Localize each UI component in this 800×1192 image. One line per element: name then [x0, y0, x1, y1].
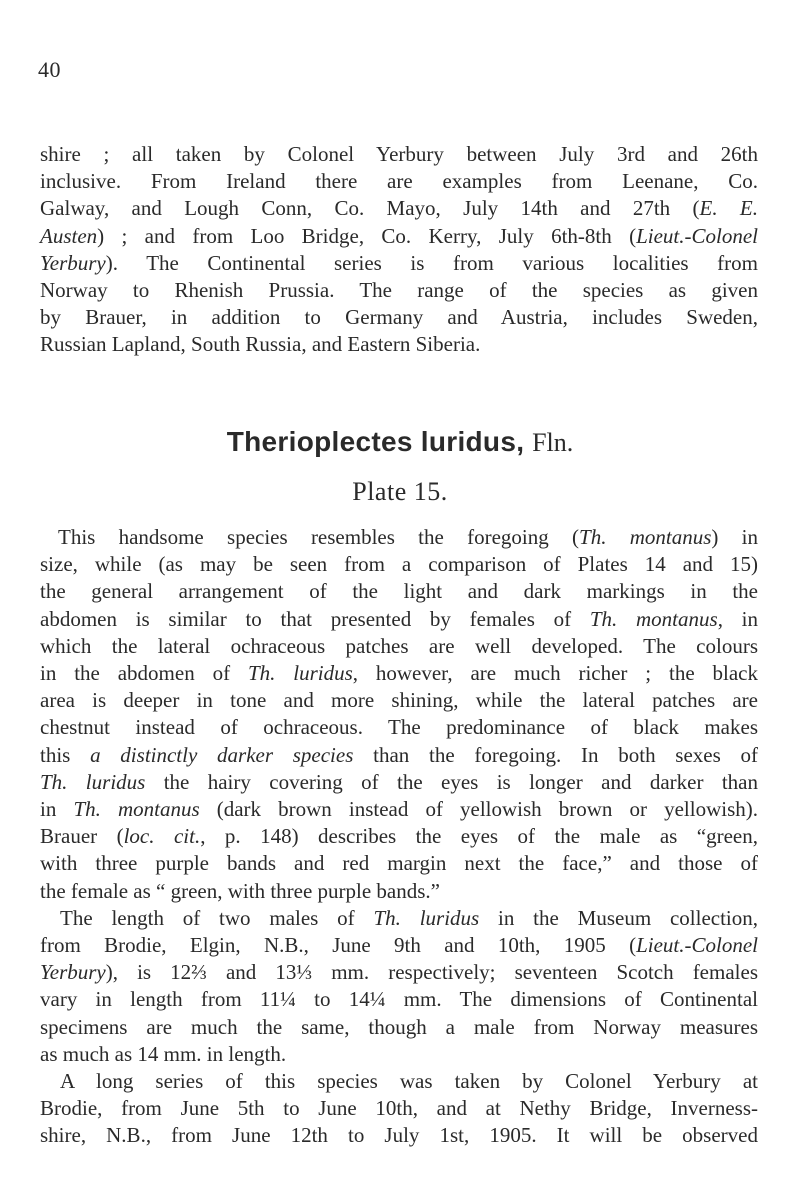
text-line: with three purple bands and red margin next the face,” and those of	[40, 851, 758, 876]
text-line: This handsome species resembles the foregoing (Th. montanus) in	[58, 525, 758, 549]
species-reference: Th. luridus	[40, 769, 146, 794]
paragraph-continued	[40, 141, 758, 359]
emphasis: a distinctly darker species	[90, 742, 354, 767]
text-line: A long series of this species was taken by Colonel Yerbury at	[60, 1069, 758, 1094]
text-line: in Th. montanus (dark brown instead of yellowish brown or yellowish).	[40, 797, 759, 822]
text-line: the female as “ green, with three purple bands.”	[40, 878, 440, 903]
text-line: Austen) ; and from Loo Bridge, Co. Kerry, July 6th-8th (Lieut.-Colonel	[40, 223, 758, 248]
species-reference: Th. montanus	[589, 606, 718, 631]
text-line: as much as 14 mm. in length.	[40, 1041, 287, 1066]
text-line: Russian Lapland, South Russia, and Eastern Siberia.	[40, 332, 481, 357]
species-heading	[0, 426, 800, 458]
text-line: the general arrangement of the light and dark markings in the	[40, 579, 758, 604]
text-line: abdomen is similar to that presented by females of Th. montanus, in	[40, 606, 758, 631]
species-reference: Th. montanus	[73, 797, 200, 822]
text-line: Brodie, from June 5th to June 10th, and at Nethy Bridge, Inverness-	[40, 1096, 758, 1121]
text-line: Galway, and Lough Conn, Co. Mayo, July 14th and 27th (E. E.	[40, 196, 758, 221]
citation: loc. cit.	[123, 824, 201, 849]
text-line: specimens are much the same, though a male from Norway measures	[40, 1014, 758, 1039]
text-line: Norway to Rhenish Prussia. The range of the species as given	[40, 278, 758, 303]
species-name: Therioplectes luridus,	[226, 426, 525, 457]
text-line: inclusive. From Ireland there are examples from Leenane, Co.	[40, 169, 758, 194]
text-line: which the lateral ochraceous patches are well developed. The colours	[40, 633, 758, 658]
author-citation: Lieut.-Colonel	[636, 223, 758, 248]
plate-label: Plate 15.	[352, 477, 448, 506]
text-line: shire ; all taken by Colonel Yerbury between July 3rd and 26th	[40, 142, 758, 166]
text-line: Yerbury), is 12⅔ and 13⅓ mm. respectively; seventeen Scotch females	[40, 960, 758, 985]
text-line: vary in length from 11¼ to 14¼ mm. The dimensions of Continental	[40, 987, 758, 1012]
text-line: in the abdomen of Th. luridus, however, are much richer ; the black	[40, 661, 758, 686]
species-reference: Th. montanus	[579, 525, 712, 549]
species-reference: Th. luridus	[373, 905, 480, 930]
text-line: chestnut instead of ochraceous. The predominance of black makes	[40, 715, 758, 740]
author-citation: Yerbury	[40, 960, 106, 985]
page-number: 40	[38, 57, 61, 82]
species-reference: Th. luridus	[247, 661, 353, 686]
text-line: Th. luridus the hairy covering of the eyes is longer and darker than	[40, 769, 758, 794]
author-citation: E. E.	[699, 196, 758, 221]
author-citation: Lieut.-Colonel	[636, 933, 758, 958]
text-line: Brauer (loc. cit., p. 148) describes the eyes of the male as “green,	[40, 824, 758, 849]
text-line: Yerbury). The Continental series is from various localities from	[40, 250, 758, 275]
body-text	[40, 524, 758, 1150]
text-line: shire, N.B., from June 12th to July 1st, 1905. It will be observed	[40, 1123, 758, 1148]
text-line: by Brauer, in addition to Germany and Austria, includes Sweden,	[40, 305, 758, 330]
species-author: Fln.	[532, 428, 574, 457]
author-citation: Austen	[40, 223, 98, 248]
author-citation: Yerbury	[40, 250, 106, 275]
text-line: this a distinctly darker species than the foregoing. In both sexes of	[40, 742, 759, 767]
text-line: from Brodie, Elgin, N.B., June 9th and 10th, 1905 (Lieut.-Colonel	[40, 933, 758, 958]
text-line: area is deeper in tone and more shining, while the lateral patches are	[40, 688, 758, 713]
text-line: size, while (as may be seen from a comparison of Plates 14 and 15)	[40, 552, 758, 577]
text-line: The length of two males of Th. luridus in the Museum collection,	[60, 905, 759, 930]
